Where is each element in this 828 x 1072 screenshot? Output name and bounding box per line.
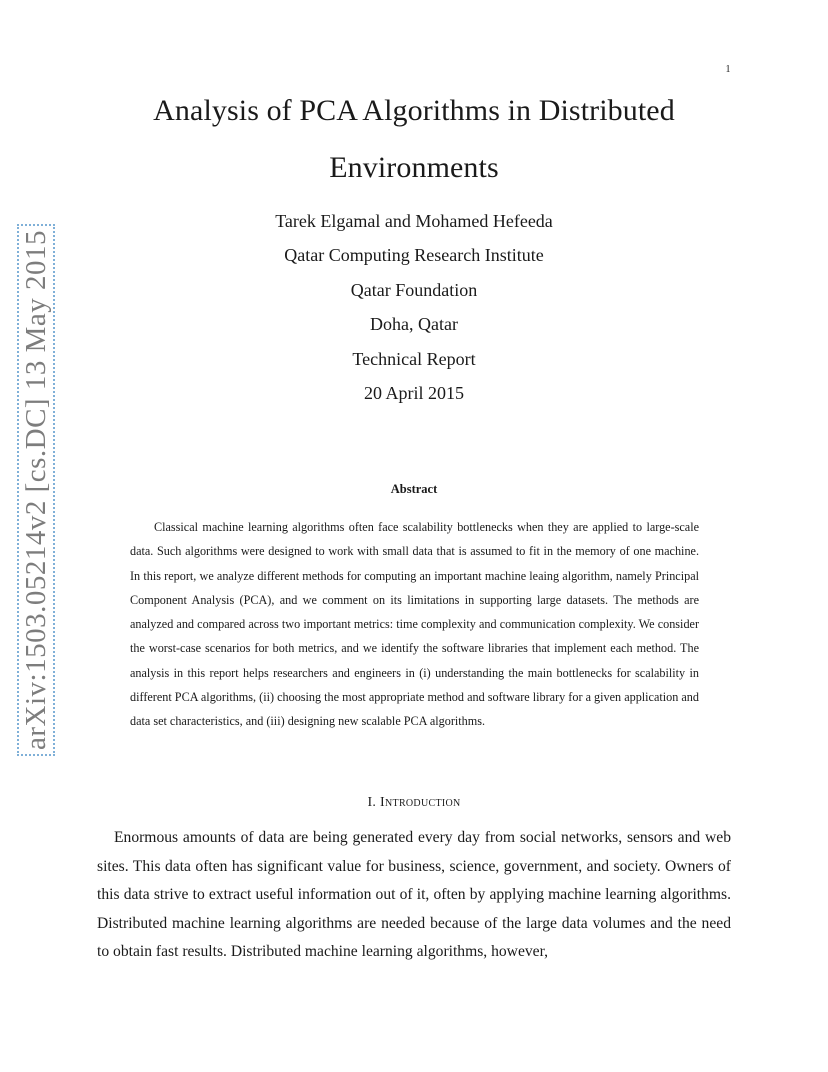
arxiv-identifier-stamp: arXiv:1503.05214v2 [cs.DC] 13 May 2015: [17, 224, 55, 756]
abstract-text: Classical machine learning algorithms often face scalability bottlenecks when they are applied to large-scale data. Such algorithms were designed to work with small data that is assumed to fit in the memory of one machine. In this report, we analyze different methods for computing an important machine leaing algorithm, namely Principal Component Analysis (PCA), and we comment on its limitations in supporting large datasets. The methods are analyzed and compared across two important metrics: time complexity and communication complexity. We consider the worst-case scenarios for both metrics, and we identify the software libraries that implement each method. The analysis in this report helps researchers and engineers in (i) understanding the main bottlenecks for scalability in different PCA algorithms, (ii) choosing the most appropriate method and software library for a given application and data set characteristics, and (iii) designing new scalable PCA algorithms.: [130, 520, 699, 729]
abstract-heading: Abstract: [390, 482, 438, 496]
affiliation-institute: Qatar Computing Research Institute: [284, 245, 544, 266]
author-names: Tarek Elgamal and Mohamed Hefeeda: [275, 211, 553, 231]
report-type: Technical Report: [352, 348, 476, 369]
report-date: 20 April 2015: [363, 382, 464, 403]
paper-title: Analysis of PCA Algorithms in Distributed Environments: [153, 94, 675, 184]
affiliation-location: Doha, Qatar: [370, 314, 458, 335]
page-number: 1: [725, 64, 731, 75]
section-number: I.: [367, 795, 377, 810]
section-title: Introduction: [380, 795, 461, 810]
introduction-paragraph: Enormous amounts of data are being generated every day from social networks, sensors and web sites. This data often has significant value for business, science, government, and society. Owners of this data strive to extract useful information out of it, often by applying machine learning algorithms. Distributed machine learning algorithms are needed because of the large data volumes and the need to obtain fast results. Distributed machine learning algorithms, however,: [97, 829, 731, 961]
affiliation-foundation: Qatar Foundation: [350, 279, 478, 300]
author-block: [100, 204, 728, 410]
section-heading-introduction: [100, 795, 728, 811]
